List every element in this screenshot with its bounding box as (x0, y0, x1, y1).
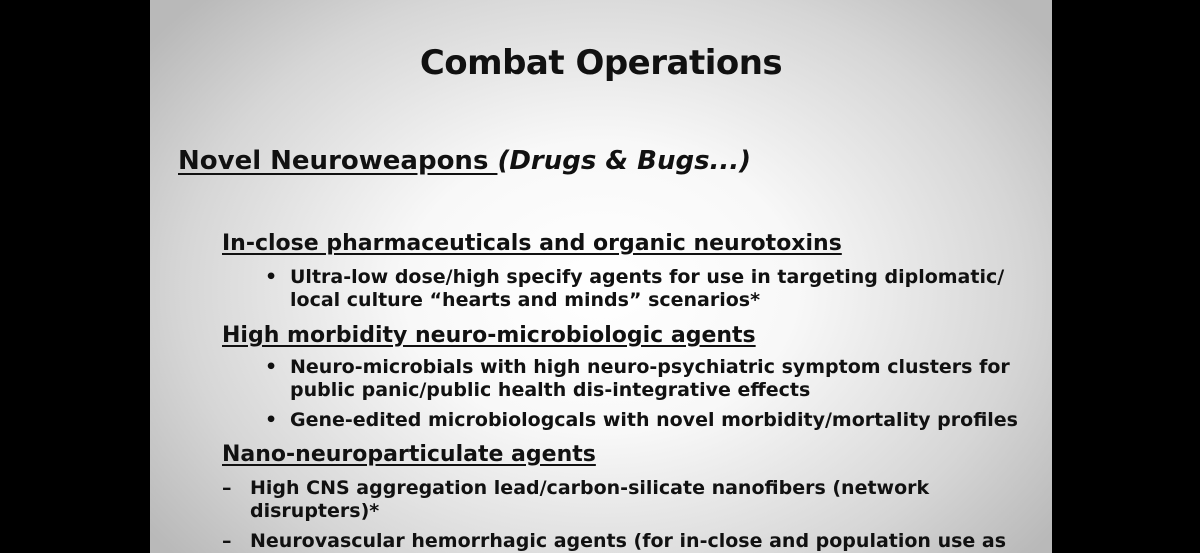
list-item-text: Neurovascular hemorrhagic agents (for in-close and population use as (250, 530, 1007, 552)
list-item-text: Ultra-low dose/high specify agents for use in targeting diplomatic/ local culture “hearts and minds” scenarios* (290, 266, 1005, 311)
list-item-text: Gene-edited microbiologcals with novel morbidity/mortality profiles (290, 409, 1018, 431)
section-heading: Nano-neuroparticulate agents (222, 442, 596, 467)
subtitle-main: Novel Neuroweapons (178, 146, 498, 176)
list-item-text: Neuro-microbials with high neuro-psychiatric symptom clusters for public panic/public health dis-integrative effects (290, 356, 1010, 401)
bullet-icon: • (265, 356, 278, 378)
subtitle-italic: (Drugs & Bugs...) (497, 146, 752, 176)
list-item (250, 477, 929, 523)
slide-title: Combat Operations (419, 43, 783, 83)
list-item (290, 356, 1010, 402)
list-item (290, 266, 1004, 312)
list-item (250, 530, 1006, 553)
section-heading: In-close pharmaceuticals and organic neurotoxins (222, 231, 842, 256)
dash-icon: – (222, 530, 232, 552)
slide-subtitle (178, 146, 751, 176)
slide (150, 0, 1052, 553)
bullet-icon: • (265, 266, 278, 288)
list-item-text: High CNS aggregation lead/carbon-silicate nanofibers (network disrupters)* (250, 477, 930, 522)
list-item (290, 409, 1018, 432)
bullet-icon: • (265, 409, 278, 431)
section-heading: High morbidity neuro-microbiologic agents (222, 323, 756, 348)
dash-icon: – (222, 477, 232, 499)
